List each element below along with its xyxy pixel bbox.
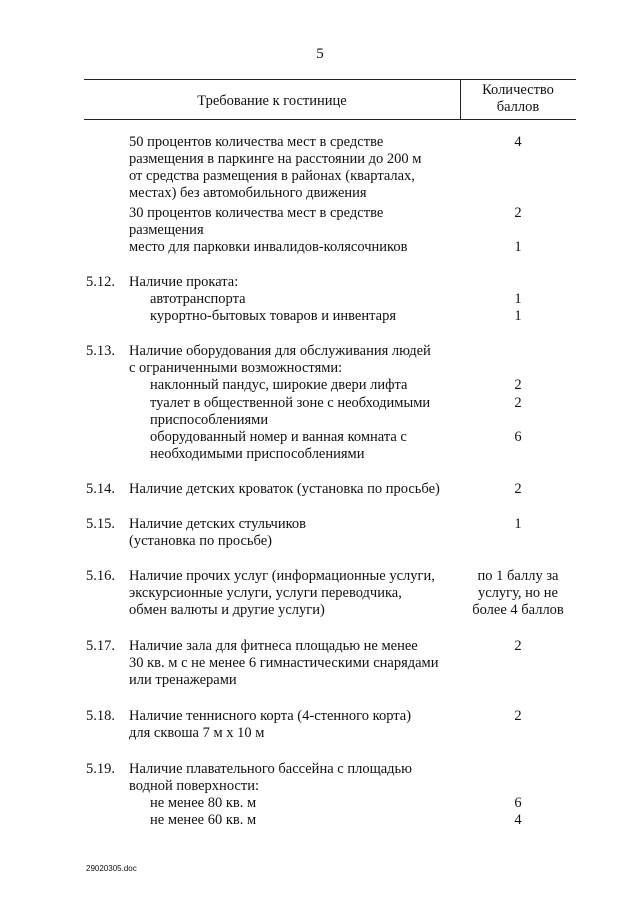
- section-number: 5.19.: [86, 761, 115, 777]
- text-line: место для парковки инвалидов-колясочников: [129, 239, 408, 255]
- section-number: 5.16.: [86, 568, 115, 584]
- text-line: Наличие детских кроваток (установка по просьбе): [129, 481, 440, 497]
- section-number: 5.18.: [86, 708, 115, 724]
- footer-filename: 29020305.doc: [86, 864, 137, 873]
- text-line: или тренажерами: [129, 672, 237, 688]
- section-text: [129, 638, 464, 689]
- section-text: [129, 708, 464, 742]
- text-line: размещения: [129, 222, 204, 238]
- section-number: 5.12.: [86, 274, 115, 290]
- text-line: наклонный пандус, широкие двери лифта: [150, 377, 408, 393]
- text-line: с ограниченными возможностями:: [129, 360, 343, 376]
- text-line: размещения в паркинге на расстоянии до 200 м: [129, 151, 422, 167]
- item-text: [150, 377, 465, 394]
- text-line: местах) без автомобильного движения: [129, 185, 367, 201]
- item-text: не менее 80 кв. м: [150, 795, 257, 811]
- section-text: [129, 481, 464, 498]
- page-number: 5: [316, 46, 324, 62]
- row-points: [460, 568, 576, 619]
- row-points: 6: [514, 429, 522, 445]
- text-line: Наличие плавательного бассейна с площадью: [129, 761, 412, 777]
- text-line: Наличие проката:: [129, 274, 239, 290]
- row-points: 2: [514, 638, 522, 654]
- text-line: от средства размещения в районах (кварталах,: [129, 168, 415, 184]
- row-points: 6: [514, 795, 522, 811]
- section-title: [129, 274, 464, 291]
- points-line: по 1 баллу за: [477, 568, 559, 584]
- row-points: 2: [514, 708, 522, 724]
- row-points: 1: [514, 239, 522, 255]
- text-line: Наличие теннисного корта (4-стенного корта): [129, 708, 412, 724]
- header-requirement: Требование к гостинице: [197, 93, 347, 109]
- text-line: (установка по просьбе): [129, 533, 272, 549]
- item-text: [150, 395, 465, 429]
- text-line: приспособлениями: [150, 412, 269, 428]
- item-text: не менее 60 кв. м: [150, 812, 257, 828]
- section-number: 5.15.: [86, 516, 115, 532]
- section-title: [129, 761, 464, 795]
- header-points-line2: баллов: [496, 99, 540, 115]
- header-points-line1: Количество: [482, 82, 554, 98]
- text-line: 30 кв. м с не менее 6 гимнастическими снарядами: [129, 655, 439, 671]
- table-header-rule: [84, 119, 576, 120]
- row-text: [129, 134, 464, 202]
- row-text: [129, 205, 464, 239]
- row-points: 1: [514, 308, 522, 324]
- text-line: экскурсионные услуги, услуги переводчика,: [129, 585, 402, 601]
- row-points: 2: [514, 205, 522, 221]
- item-text: [150, 429, 465, 463]
- text-line: Наличие прочих услуг (информационные услуги,: [129, 568, 435, 584]
- row-points: 4: [514, 812, 522, 828]
- section-number: 5.17.: [86, 638, 115, 654]
- text-line: обмен валюты и другие услуги): [129, 602, 325, 618]
- text-line: туалет в общественной зоне с необходимыми: [150, 395, 431, 411]
- text-line: водной поверхности:: [129, 778, 259, 794]
- row-points: 2: [514, 481, 522, 497]
- section-number: 5.14.: [86, 481, 115, 497]
- section-title: [129, 343, 464, 377]
- row-points: 1: [514, 291, 522, 307]
- row-points: 1: [514, 516, 522, 532]
- text-line: 50 процентов количества мест в средстве: [129, 134, 384, 150]
- points-line: услугу, но не: [478, 585, 558, 601]
- text-line: Наличие детских стульчиков: [129, 516, 306, 532]
- header-points: [460, 82, 576, 116]
- item-text: курортно-бытовых товаров и инвентаря: [150, 308, 396, 324]
- text-line: 30 процентов количества мест в средстве: [129, 205, 384, 221]
- table-top-rule: [84, 79, 576, 80]
- text-line: Наличие оборудования для обслуживания людей: [129, 343, 431, 359]
- text-line: для сквоша 7 м х 10 м: [129, 725, 265, 741]
- item-text: автотранспорта: [150, 291, 246, 307]
- section-number: 5.13.: [86, 343, 115, 359]
- section-text: [129, 516, 464, 550]
- points-line: более 4 баллов: [472, 602, 564, 618]
- section-text: [129, 568, 464, 619]
- row-points: 4: [514, 134, 522, 150]
- row-points: 2: [514, 377, 522, 393]
- text-line: оборудованный номер и ванная комната с: [150, 429, 407, 445]
- row-points: 2: [514, 395, 522, 411]
- row-text: [129, 239, 464, 256]
- text-line: необходимыми приспособлениями: [150, 446, 365, 462]
- text-line: Наличие зала для фитнеса площадью не менее: [129, 638, 418, 654]
